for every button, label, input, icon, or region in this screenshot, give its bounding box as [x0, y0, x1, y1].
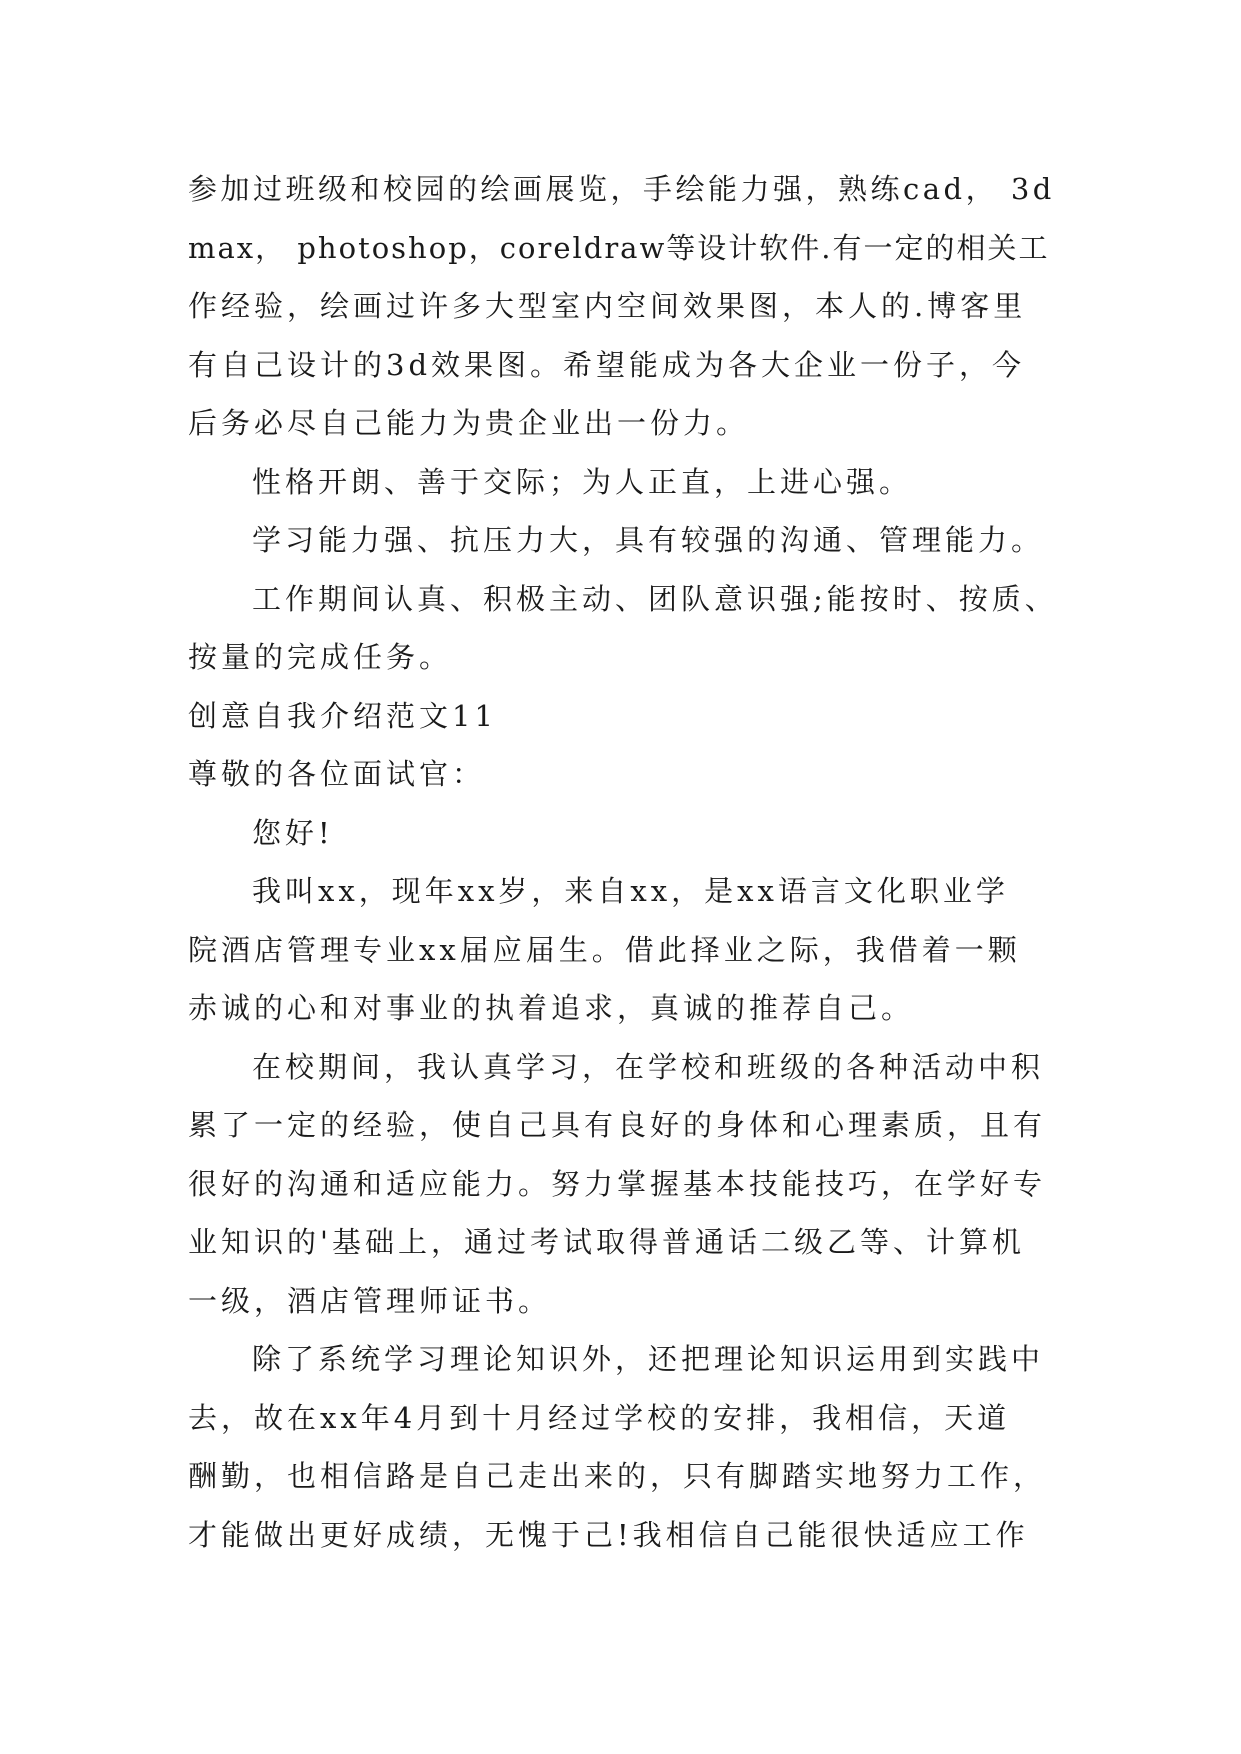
text-line: 在校期间，我认真学习，在学校和班级的各种活动中积 — [252, 1049, 1045, 1084]
text-line: 去，故在xx年4月到十月经过学校的安排，我相信，天道 — [188, 1400, 1011, 1435]
text-line: 性格开朗、善于交际；为人正直，上进心强。 — [252, 464, 913, 499]
text-line: 学习能力强、抗压力大，具有较强的沟通、管理能力。 — [252, 523, 1045, 557]
text-line: 才能做出更好成绩，无愧于己!我相信自己能很快适应工作 — [188, 1517, 1029, 1552]
text-line: 参加过班级和校园的绘画展览，手绘能力强，熟练cad， 3d — [188, 172, 1055, 206]
text-line: 很好的沟通和适应能力。努力掌握基本技能技巧，在学好专 — [188, 1166, 1047, 1201]
text-line: 有自己设计的3d效果图。希望能成为各大企业一份子，今 — [188, 347, 1026, 382]
document-body — [188, 160, 1060, 1564]
text-line: 院酒店管理专业xx届应届生。借此择业之际，我借着一颗 — [188, 932, 1021, 967]
text-line: 业知识的'基础上，通过考试取得普通话二级乙等、计算机 — [188, 1225, 1025, 1259]
text-line: 累了一定的经验，使自己具有良好的身体和心理素质，且有 — [188, 1108, 1047, 1142]
text-line: max， photoshop，coreldraw等设计软件.有一定的相关工 — [188, 230, 1050, 265]
text-line: 酬勤，也相信路是自己走出来的，只有脚踏实地努力工作， — [188, 1459, 1047, 1493]
text-line: 我叫xx，现年xx岁，来自xx，是xx语言文化职业学 — [252, 874, 1009, 908]
text-line: 后务必尽自己能力为贵企业出一份力。 — [188, 406, 750, 440]
section-heading: 创意自我介绍范文11 — [188, 698, 497, 733]
text-line: 除了系统学习理论知识外，还把理论知识运用到实践中 — [252, 1342, 1045, 1376]
text-line: 一级，酒店管理师证书。 — [188, 1283, 552, 1318]
salutation: 尊敬的各位面试官： — [188, 757, 486, 791]
text-line: 作经验，绘画过许多大型室内空间效果图，本人的.博客里 — [188, 289, 1027, 323]
text-line: 赤诚的心和对事业的执着追求，真诚的推荐自己。 — [188, 991, 915, 1025]
text-line: 按量的完成任务。 — [188, 640, 453, 674]
greeting: 您好! — [252, 815, 334, 850]
text-line: 工作期间认真、积极主动、团队意识强;能按时、按质、 — [252, 581, 1058, 616]
